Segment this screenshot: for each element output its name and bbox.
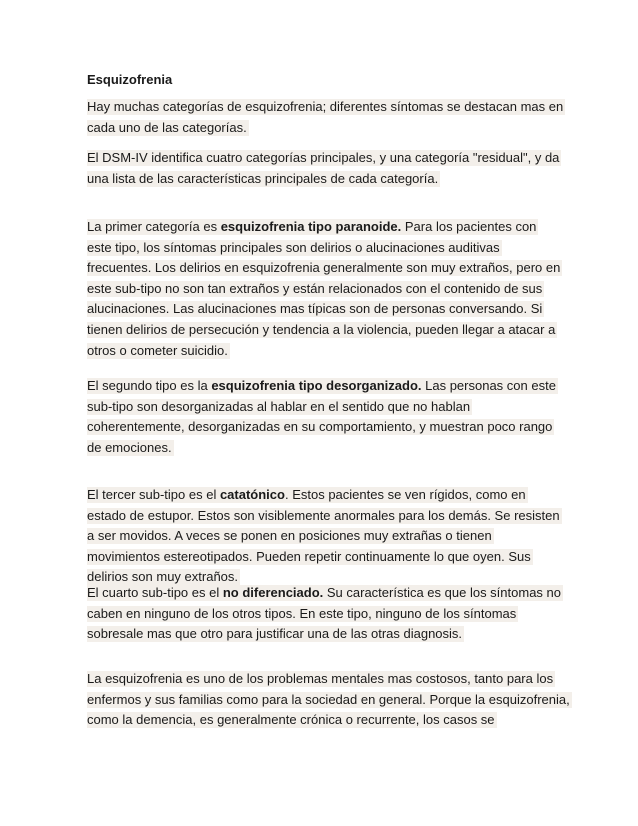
paragraph-line: otros o cometer suicidio. xyxy=(87,342,228,358)
paragraph-lead-tail: Las personas con este xyxy=(421,378,556,393)
paragraph-catatonico xyxy=(87,485,560,588)
paragraph-line: caben en ninguno de los otros tipos. En este tipo, ninguno de los síntomas xyxy=(87,605,517,621)
paragraph-lead: El cuarto sub-tipo es el xyxy=(87,585,223,600)
paragraph-line: El DSM-IV identifica cuatro categorías principales, y una categoría "residual", y da xyxy=(87,150,560,165)
paragraph-desorganizado xyxy=(87,376,557,458)
paragraph-lead: El tercer sub-tipo es el xyxy=(87,487,220,502)
paragraph-line: estado de estupor. Estos son visiblemente anormales para los demás. Se resisten xyxy=(87,507,560,523)
term-catatonico: catatónico xyxy=(219,487,285,502)
paragraph-no-diferenciado xyxy=(87,583,561,645)
paragraph-line: sobresale mas que otro para justificar una de las otras diagnosis. xyxy=(87,626,463,642)
paragraph-lead-tail: . Estos pacientes se ven rígidos, como en xyxy=(284,487,526,502)
paragraph-line: coherentemente, desorganizadas en su comportamiento, y muestran poco rango xyxy=(87,419,553,435)
paragraph-line: frecuentes. Los delirios en esquizofrenia generalmente son muy extraños, pero en xyxy=(87,260,561,276)
term-desorganizado: esquizofrenia tipo desorganizado. xyxy=(211,378,422,393)
paragraph-lead: El segundo tipo es la xyxy=(87,378,212,393)
paragraph-dsm xyxy=(87,148,560,189)
paragraph-paranoide xyxy=(87,217,561,361)
paragraph-line: de emociones. xyxy=(87,439,172,455)
term-no-diferenciado: no diferenciado. xyxy=(222,585,324,600)
paragraph-line: una lista de las características principales de cada categoría. xyxy=(87,170,439,186)
paragraph-line: este sub-tipo no son tan extraños y están relacionados con el contenido de sus xyxy=(87,280,543,296)
paragraph-line: delirios son muy extraños. xyxy=(87,569,239,585)
paragraph-intro xyxy=(87,97,564,138)
paragraph-line: enfermos y sus familias como para la sociedad en general. Porque la esquizofrenia, xyxy=(87,691,570,707)
paragraph-lead-tail: Su característica es que los síntomas no xyxy=(323,585,561,600)
paragraph-costos xyxy=(87,669,570,731)
paragraph-lead-tail: Para los pacientes con xyxy=(401,219,537,234)
paragraph-line: movimientos estereotipados. Pueden repetir continuamente lo que oyen. Sus xyxy=(87,548,531,564)
paragraph-lead: La primer categoría es xyxy=(87,219,221,234)
paragraph-line: alucinaciones. Las alucinaciones mas típicas son de personas conversando. Si xyxy=(87,301,543,317)
document-title: Esquizofrenia xyxy=(87,72,173,87)
term-paranoide: esquizofrenia tipo paranoide. xyxy=(220,219,402,234)
paragraph-line: La esquizofrenia es uno de los problemas mentales mas costosos, tanto para los xyxy=(87,671,554,686)
paragraph-line: Hay muchas categorías de esquizofrenia; diferentes síntomas se destacan mas en xyxy=(87,99,564,114)
paragraph-line: este tipo, los síntomas principales son delirios o alucinaciones auditivas xyxy=(87,239,500,255)
paragraph-line: tienen delirios de persecución y tendencia a la violencia, pueden llegar a atacar a xyxy=(87,321,556,337)
paragraph-line: cada uno de las categorías. xyxy=(87,119,247,135)
paragraph-line: como la demencia, es generalmente crónica o recurrente, los casos se xyxy=(87,712,495,728)
paragraph-line: sub-tipo son desorganizadas al hablar en el sentido que no hablan xyxy=(87,398,471,414)
paragraph-line: a ser movidos. A veces se ponen en posiciones muy extrañas o tienen xyxy=(87,528,492,544)
